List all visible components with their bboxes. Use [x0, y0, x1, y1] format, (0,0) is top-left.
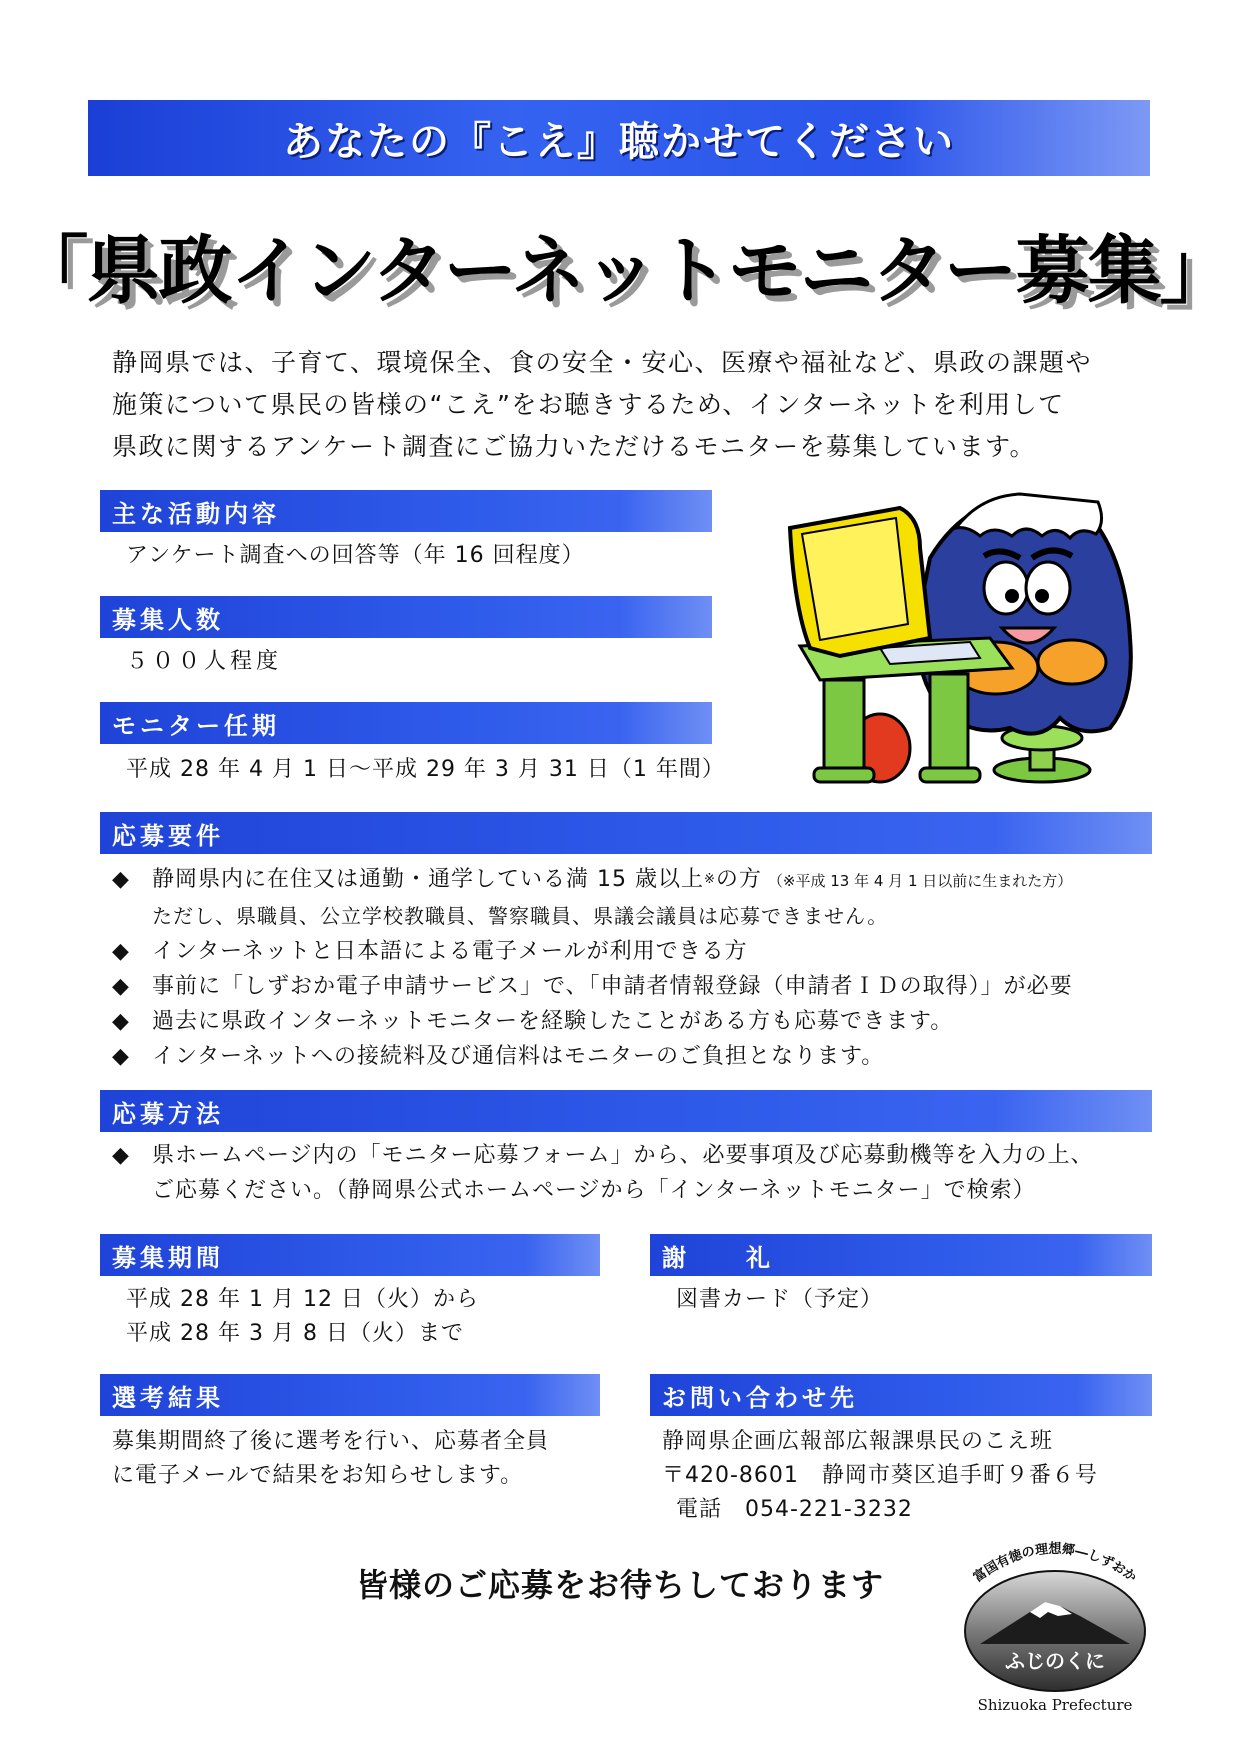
method-line: 県ホームページ内の「モニター応募フォーム」から、必要事項及び応募動機等を入力の上、 — [152, 1143, 1094, 1168]
diamond-bullet-icon: ◆ — [112, 867, 130, 892]
period-line: 平成 28 年 3 月 8 日（火）まで — [126, 1321, 464, 1346]
requirement-item — [112, 934, 1172, 969]
logo-arc-text: 富国有徳の理想郷―しずおか — [970, 1541, 1140, 1586]
method-text — [112, 1138, 1172, 1208]
contact-org: 静岡県企画広報部広報課県民のこえ班 — [662, 1429, 1054, 1454]
main-title: 「県政インターネットモニター募集」 — [14, 228, 1232, 314]
recruit-count-text: ５００人程度 — [126, 649, 283, 674]
reward-heading: 謝 礼 — [650, 1234, 1152, 1276]
requirement-item — [112, 1039, 1172, 1074]
method-line: ご応募ください。（静岡県公式ホームページから「インターネットモニター」で検索） — [152, 1178, 1036, 1203]
requirement-text-tail: の方 — [715, 867, 762, 892]
diamond-bullet-icon: ◆ — [112, 1143, 130, 1168]
selection-heading: 選考結果 — [100, 1374, 600, 1416]
requirements-list — [112, 862, 1172, 1074]
recruit-count-heading: 募集人数 — [100, 596, 712, 638]
requirement-item — [112, 862, 1172, 899]
contact-address: 〒420-8601 静岡市葵区追手町９番６号 — [662, 1463, 1098, 1488]
intro-line: 施策について県民の皆様の“こえ”をお聴きするため、インターネットを利用して — [112, 390, 1065, 419]
fujinokuni-logo — [950, 1516, 1160, 1716]
intro-line: 静岡県では、子育て、環境保全、食の安全・安心、医療や福祉など、県政の課題や — [112, 348, 1093, 377]
logo-name: ふじのくに — [1005, 1649, 1105, 1673]
requirement-text: インターネットへの接続料及び通信料はモニターのご負担となります。 — [152, 1044, 885, 1069]
method-heading: 応募方法 — [100, 1090, 1152, 1132]
requirement-item — [112, 1004, 1172, 1039]
activities-text: アンケート調査への回答等（年 16 回程度） — [126, 543, 585, 568]
period-heading: 募集期間 — [100, 1234, 600, 1276]
activities-heading: 主な活動内容 — [100, 490, 712, 532]
term-heading: モニター任期 — [100, 702, 712, 744]
reward-text: 図書カード（予定） — [676, 1287, 884, 1312]
requirement-footnote-mark: ※ — [703, 872, 716, 887]
logo-caption: Shizuoka Prefecture — [977, 1696, 1133, 1714]
requirement-text: インターネットと日本語による電子メールが利用できる方 — [152, 939, 748, 964]
requirements-heading: 応募要件 — [100, 812, 1152, 854]
requirement-exclusion-text: ただし、県職員、公立学校教職員、警察職員、県議会議員は応募できません。 — [152, 904, 889, 928]
requirement-text: 静岡県内に在住又は通勤・通学している満 15 歳以上 — [152, 867, 704, 892]
period-line: 平成 28 年 1 月 12 日（火）から — [126, 1287, 479, 1312]
requirement-continuation — [112, 899, 1172, 934]
diamond-bullet-icon: ◆ — [112, 939, 130, 964]
intro-paragraph — [112, 342, 1152, 468]
intro-line: 県政に関するアンケート調査にご協力いただけるモニターを募集しています。 — [112, 432, 1037, 461]
selection-line: に電子メールで結果をお知らせします。 — [112, 1463, 524, 1488]
diamond-bullet-icon: ◆ — [112, 974, 130, 999]
contact-phone: 電話 054-221-3232 — [676, 1497, 913, 1522]
contact-heading: お問い合わせ先 — [650, 1374, 1152, 1416]
requirement-item — [112, 969, 1172, 1004]
mascot-illustration — [780, 488, 1160, 798]
requirement-text: 事前に「しずおか電子申請サービス」で、「申請者情報登録（申請者ＩＤの取得）」が必要 — [152, 974, 1073, 999]
diamond-bullet-icon: ◆ — [112, 1009, 130, 1034]
term-text: 平成 28 年 4 月 1 日～平成 29 年 3 月 31 日（1 年間） — [126, 757, 725, 782]
diamond-bullet-icon: ◆ — [112, 1044, 130, 1069]
requirement-text: 過去に県政インターネットモニターを経験したことがある方も応募できます。 — [152, 1009, 954, 1034]
closing-message: 皆様のご応募をお待ちしております — [356, 1566, 885, 1604]
banner-text: あなたの『こえ』聴かせてください — [283, 118, 955, 165]
selection-line: 募集期間終了後に選考を行い、応募者全員 — [112, 1429, 550, 1454]
requirement-footnote: （※平成 13 年 4 月 1 日以前に生まれた方） — [767, 872, 1073, 890]
top-banner — [88, 100, 1150, 176]
